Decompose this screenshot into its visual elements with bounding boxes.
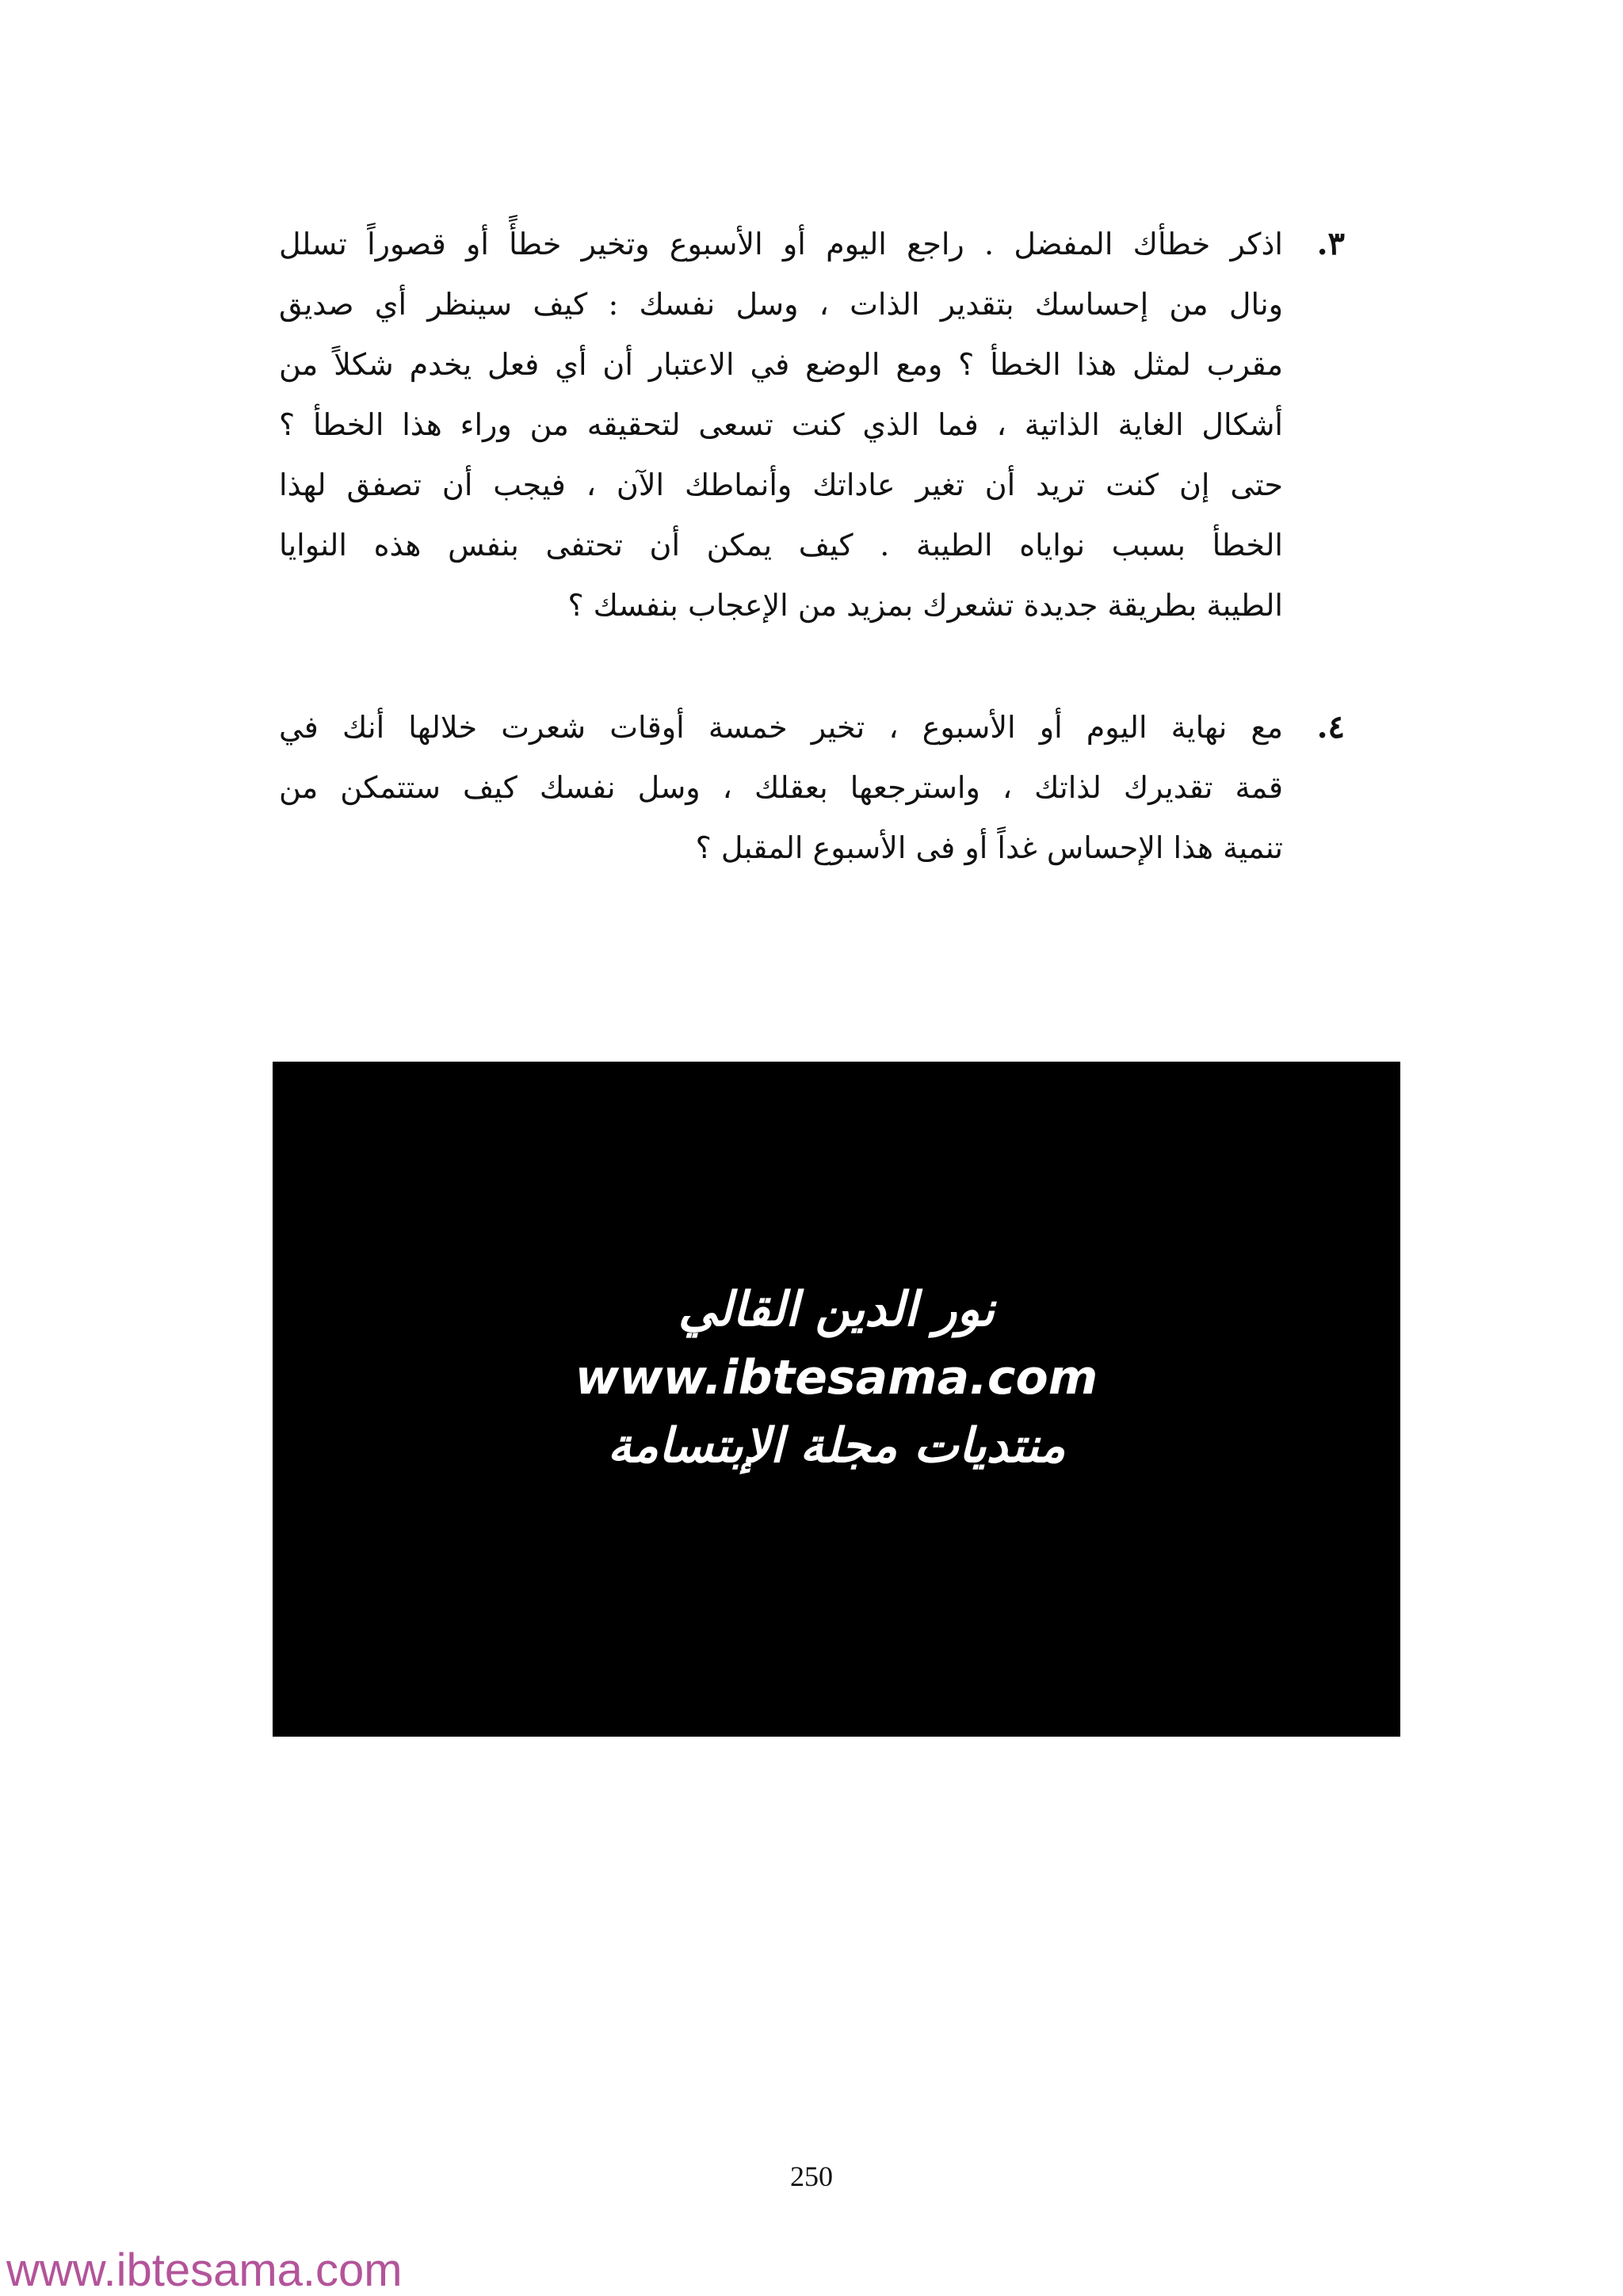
list-item-text	[279, 214, 1283, 635]
text-line: اذكر خطأك المفضل . راجع اليوم أو الأسبوع وتخير خطأً أو قصوراً تسلل	[279, 227, 1283, 261]
list-item-number: ٤.	[1316, 708, 1345, 746]
watermark-banner	[273, 1062, 1400, 1737]
text-line: الخطأ بسبب نواياه الطيبة . كيف يمكن أن تحتفى بنفس هذه النوايا	[279, 528, 1283, 563]
text-line: مقرب لمثل هذا الخطأ ؟ ومع الوضع في الاعتبار أن أي فعل يخدم شكلاً من	[279, 347, 1283, 382]
text-line: أشكال الغاية الذاتية ، فما الذي كنت تسعى لتحقيقه من وراء هذا الخطأ ؟	[279, 407, 1283, 442]
banner-text	[273, 1276, 1400, 1480]
text-line: الطيبة بطريقة جديدة تشعرك بمزيد من الإعجاب بنفسك ؟	[567, 588, 1283, 623]
list-item-number: ٣.	[1316, 225, 1345, 262]
text-line: حتى إن كنت تريد أن تغير عاداتك وأنماطك الآن ، فيجب أن تصفق لهذا	[279, 467, 1283, 502]
list-item-text	[279, 697, 1283, 878]
text-line: مع نهاية اليوم أو الأسبوع ، تخير خمسة أوقات شعرت خلالها أنك في	[279, 710, 1283, 745]
text-line: ونال من إحساسك بتقدير الذات ، وسل نفسك : كيف سينظر أي صديق	[279, 287, 1283, 322]
text-line: قمة تقديرك لذاتك ، واسترجعها بعقلك ، وسل نفسك كيف ستتمكن من	[279, 770, 1283, 805]
text-line: تنمية هذا الإحساس غداً أو فى الأسبوع المقبل ؟	[695, 830, 1283, 865]
list-item-3	[279, 214, 1345, 635]
banner-website: www.ibtesama.com	[575, 1350, 1098, 1405]
banner-author-name: نور الدين القالي	[678, 1282, 995, 1337]
banner-forum-name: منتديات مجلة الإبتسامة	[607, 1418, 1066, 1474]
list-item-4	[279, 697, 1345, 878]
page-number: 250	[790, 2161, 833, 2192]
footer-url-link[interactable]: www.ibtesama.com	[6, 2245, 403, 2296]
